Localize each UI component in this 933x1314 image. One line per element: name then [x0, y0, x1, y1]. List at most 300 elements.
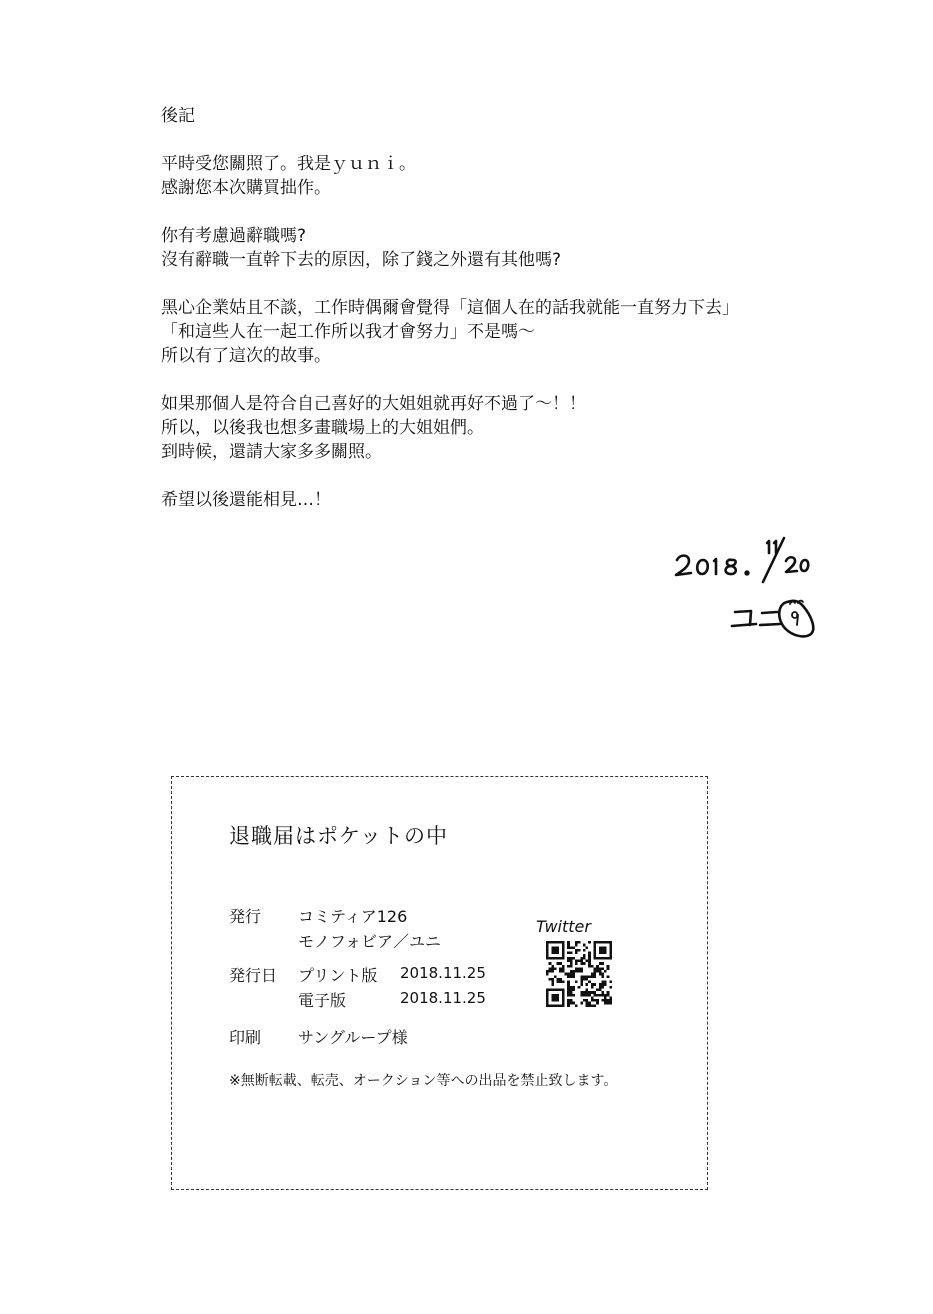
qr-module	[551, 978, 554, 981]
qr-module	[607, 957, 610, 960]
qr-module	[546, 1004, 549, 1007]
qr-module	[551, 994, 554, 997]
qr-module	[554, 941, 557, 944]
qr-module	[586, 994, 589, 997]
qr-module	[562, 1004, 565, 1007]
qr-module	[562, 994, 565, 997]
qr-module	[546, 973, 549, 976]
qr-module	[562, 941, 565, 944]
qr-module	[586, 1002, 589, 1005]
afterword-line: 「和這些人在一起工作所以我才會努力」不是嗎～	[161, 322, 535, 342]
qr-module	[570, 952, 573, 955]
qr-module	[546, 999, 549, 1002]
qr-module	[570, 965, 573, 968]
qr-module	[609, 946, 612, 949]
qr-module	[567, 991, 570, 994]
qr-module	[562, 981, 565, 984]
qr-module	[554, 946, 557, 949]
qr-module	[609, 941, 612, 944]
qr-module	[586, 978, 589, 981]
qr-module	[551, 999, 554, 1002]
qr-module	[575, 970, 578, 973]
qr-module	[594, 999, 597, 1002]
afterword-paragraph	[161, 152, 861, 200]
qr-module	[594, 970, 597, 973]
qr-module	[549, 978, 552, 981]
qr-module	[604, 957, 607, 960]
qr-module	[601, 949, 604, 952]
qr-module	[570, 970, 573, 973]
qr-module	[580, 962, 583, 965]
qr-module	[591, 975, 594, 978]
qr-module	[562, 999, 565, 1002]
afterword-line: 沒有辭職一直幹下去的原因，除了錢之外還有其他嗎?	[161, 250, 562, 270]
qr-module	[570, 973, 573, 976]
qr-module	[570, 994, 573, 997]
qr-module	[572, 957, 575, 960]
afterword-line: 平時受您關照了。我是ｙｕｎｉ。	[161, 154, 416, 174]
qr-module	[580, 975, 583, 978]
qr-module	[591, 986, 594, 989]
qr-module	[580, 991, 583, 994]
qr-module	[546, 946, 549, 949]
qr-module	[546, 952, 549, 955]
qr-module	[599, 970, 602, 973]
qr-module	[607, 965, 610, 968]
qr-module	[599, 949, 602, 952]
qr-module	[559, 970, 562, 973]
publisher-label: 発行	[229, 907, 262, 926]
qr-module	[551, 996, 554, 999]
qr-module	[546, 991, 549, 994]
qr-module	[549, 962, 552, 965]
qr-module	[557, 941, 560, 944]
qr-module	[567, 957, 570, 960]
qr-module	[604, 946, 607, 949]
qr-module	[604, 994, 607, 997]
qr-module	[575, 967, 578, 970]
qr-module	[601, 957, 604, 960]
qr-module	[567, 1004, 570, 1007]
qr-module	[575, 941, 578, 944]
qr-module	[554, 967, 557, 970]
qr-module	[609, 999, 612, 1002]
printer-name: サングループ様	[298, 1028, 408, 1047]
qr-module	[601, 941, 604, 944]
qr-module	[551, 967, 554, 970]
qr-module	[562, 970, 565, 973]
qr-module	[601, 952, 604, 955]
qr-module	[599, 952, 602, 955]
qr-module	[557, 978, 560, 981]
qr-module	[599, 973, 602, 976]
edition-digital-date: 2018.11.25	[400, 989, 486, 1007]
qr-module	[601, 986, 604, 989]
qr-module	[559, 941, 562, 944]
qr-module	[591, 999, 594, 1002]
qr-module	[588, 1004, 591, 1007]
afterword-line: 如果那個人是符合自己喜好的大姐姐就再好不過了～！！	[161, 394, 586, 414]
afterword-paragraph	[161, 296, 861, 368]
qr-module	[567, 952, 570, 955]
qr-module	[588, 991, 591, 994]
qr-module	[567, 994, 570, 997]
qr-module	[609, 952, 612, 955]
qr-module	[557, 996, 560, 999]
qr-module	[586, 975, 589, 978]
qr-module	[607, 975, 610, 978]
qr-module	[549, 967, 552, 970]
qr-module	[604, 1002, 607, 1005]
qr-module	[607, 941, 610, 944]
qr-module	[596, 967, 599, 970]
qr-module	[588, 962, 591, 965]
signature-drawing	[650, 530, 850, 650]
qr-module	[567, 1002, 570, 1005]
qr-module	[583, 944, 586, 947]
qr-module	[607, 999, 610, 1002]
qr-module	[588, 965, 591, 968]
qr-module	[559, 1004, 562, 1007]
qr-module	[549, 970, 552, 973]
qr-module	[575, 1004, 578, 1007]
qr-module	[583, 975, 586, 978]
qr-module	[570, 957, 573, 960]
qr-module	[607, 994, 610, 997]
qr-module	[609, 986, 612, 989]
qr-module	[564, 973, 567, 976]
qr-module	[599, 983, 602, 986]
afterword-line: 希望以後還能相見…！	[161, 490, 331, 510]
qr-module	[594, 994, 597, 997]
qr-module	[583, 994, 586, 997]
qr-module	[594, 957, 597, 960]
qr-module	[557, 949, 560, 952]
qr-module	[586, 991, 589, 994]
qr-module	[562, 967, 565, 970]
qr-module	[562, 991, 565, 994]
qr-module	[557, 1004, 560, 1007]
qr-module	[596, 999, 599, 1002]
qr-module	[596, 970, 599, 973]
qr-module	[572, 975, 575, 978]
qr-module	[591, 973, 594, 976]
qr-module	[549, 989, 552, 992]
qr-module	[594, 991, 597, 994]
twitter-qr-code	[546, 941, 612, 1007]
qr-module	[604, 970, 607, 973]
qr-module	[557, 957, 560, 960]
qr-module	[554, 996, 557, 999]
qr-module	[601, 983, 604, 986]
qr-module	[607, 1002, 610, 1005]
qr-module	[546, 941, 549, 944]
qr-module	[594, 973, 597, 976]
qr-module	[599, 941, 602, 944]
qr-module	[546, 949, 549, 952]
qr-module	[551, 957, 554, 960]
qr-module	[601, 999, 604, 1002]
date-label: 発行日	[229, 966, 278, 985]
qr-module	[604, 949, 607, 952]
qr-module	[562, 989, 565, 992]
qr-module	[594, 949, 597, 952]
afterword-line: 所以，以後我也想多畫職場上的大姐姐們。	[161, 418, 484, 438]
qr-module	[546, 989, 549, 992]
qr-module	[594, 983, 597, 986]
qr-module	[599, 994, 602, 997]
qr-module	[549, 941, 552, 944]
qr-module	[586, 999, 589, 1002]
qr-module	[554, 957, 557, 960]
qr-module	[567, 983, 570, 986]
qr-module	[557, 962, 560, 965]
qr-module	[594, 975, 597, 978]
qr-module	[580, 970, 583, 973]
qr-module	[554, 1004, 557, 1007]
qr-module	[601, 981, 604, 984]
qr-module	[575, 959, 578, 962]
qr-module	[594, 946, 597, 949]
qr-module	[551, 983, 554, 986]
qr-module	[588, 959, 591, 962]
qr-module	[567, 975, 570, 978]
qr-module	[570, 986, 573, 989]
qr-module	[583, 999, 586, 1002]
qr-module	[567, 946, 570, 949]
qr-module	[596, 1002, 599, 1005]
qr-module	[567, 944, 570, 947]
qr-module	[570, 962, 573, 965]
printer-label: 印刷	[229, 1028, 262, 1047]
qr-module	[609, 949, 612, 952]
qr-module	[583, 957, 586, 960]
qr-module	[575, 944, 578, 947]
publisher-event: コミティア126	[298, 907, 408, 926]
qr-module	[562, 996, 565, 999]
qr-module	[570, 975, 573, 978]
qr-module	[583, 954, 586, 957]
qr-module	[586, 989, 589, 992]
qr-module	[557, 989, 560, 992]
qr-module	[580, 1002, 583, 1005]
qr-module	[570, 946, 573, 949]
handwritten-signature	[650, 530, 850, 650]
qr-module	[554, 949, 557, 952]
qr-module	[570, 991, 573, 994]
afterword-line: 所以有了這次的故事。	[161, 346, 331, 366]
qr-module	[599, 967, 602, 970]
afterword-line: 到時候，還請大家多多關照。	[161, 442, 382, 462]
qr-module	[604, 981, 607, 984]
qr-module	[557, 952, 560, 955]
qr-module	[599, 957, 602, 960]
qr-module	[580, 983, 583, 986]
qr-module	[546, 996, 549, 999]
qr-module	[583, 962, 586, 965]
qr-module	[572, 946, 575, 949]
afterword-heading: 後記	[161, 106, 195, 126]
qr-module	[604, 999, 607, 1002]
qr-module	[575, 981, 578, 984]
qr-module	[580, 957, 583, 960]
qr-module	[546, 944, 549, 947]
qr-module	[559, 978, 562, 981]
afterword-paragraph	[161, 488, 861, 512]
qr-module	[609, 981, 612, 984]
qr-module	[570, 989, 573, 992]
qr-module	[546, 1002, 549, 1005]
qr-module	[562, 954, 565, 957]
qr-module	[596, 965, 599, 968]
qr-module	[551, 965, 554, 968]
qr-module	[559, 967, 562, 970]
qr-module	[599, 989, 602, 992]
qr-module	[572, 973, 575, 976]
qr-module	[570, 1002, 573, 1005]
qr-module	[591, 1004, 594, 1007]
qr-module	[599, 946, 602, 949]
qr-module	[554, 975, 557, 978]
edition-print-date: 2018.11.25	[400, 964, 486, 982]
qr-module	[601, 975, 604, 978]
qr-module	[609, 944, 612, 947]
qr-module	[596, 941, 599, 944]
qr-module	[575, 952, 578, 955]
qr-module	[578, 967, 581, 970]
qr-module	[554, 999, 557, 1002]
qr-module	[601, 994, 604, 997]
qr-module	[591, 965, 594, 968]
qr-module	[601, 991, 604, 994]
qr-module	[591, 991, 594, 994]
qr-module	[572, 989, 575, 992]
qr-module	[578, 941, 581, 944]
publisher-circle: モノフォビア／ユニ	[298, 932, 442, 951]
qr-module	[572, 1002, 575, 1005]
qr-module	[549, 1004, 552, 1007]
qr-module	[580, 994, 583, 997]
qr-module	[546, 957, 549, 960]
qr-module	[557, 981, 560, 984]
qr-module	[588, 941, 591, 944]
qr-module	[572, 970, 575, 973]
qr-module	[609, 954, 612, 957]
qr-module	[583, 991, 586, 994]
qr-module	[567, 941, 570, 944]
qr-module	[594, 1004, 597, 1007]
afterword-paragraph	[161, 224, 861, 272]
qr-module	[554, 994, 557, 997]
qr-module	[604, 996, 607, 999]
qr-module	[562, 1002, 565, 1005]
qr-module	[559, 957, 562, 960]
qr-module	[567, 973, 570, 976]
qr-module	[580, 967, 583, 970]
qr-module	[562, 949, 565, 952]
qr-module	[549, 957, 552, 960]
qr-module	[607, 967, 610, 970]
afterword-text	[161, 104, 861, 536]
qr-module	[601, 962, 604, 965]
copyright-notice: ※無断転載、転売、オークション等への出品を禁止致します。	[229, 1073, 618, 1089]
qr-module	[562, 946, 565, 949]
qr-module	[594, 967, 597, 970]
edition-print-name: プリント版	[298, 966, 378, 985]
qr-module	[594, 941, 597, 944]
qr-module	[559, 989, 562, 992]
qr-module	[588, 994, 591, 997]
qr-module	[546, 954, 549, 957]
qr-module	[609, 1002, 612, 1005]
qr-module	[596, 994, 599, 997]
qr-module	[601, 973, 604, 976]
qr-module	[559, 981, 562, 984]
qr-module	[557, 994, 560, 997]
qr-module	[588, 981, 591, 984]
qr-module	[567, 986, 570, 989]
qr-module	[578, 986, 581, 989]
qr-module	[567, 989, 570, 992]
qr-module	[596, 989, 599, 992]
qr-module	[604, 952, 607, 955]
qr-module	[578, 949, 581, 952]
qr-module	[583, 978, 586, 981]
qr-module	[551, 1004, 554, 1007]
qr-module	[580, 978, 583, 981]
qr-module	[562, 965, 565, 968]
book-title: 退職届はポケットの中	[229, 824, 448, 848]
qr-module	[551, 989, 554, 992]
qr-module	[588, 952, 591, 955]
qr-module	[583, 949, 586, 952]
edition-digital-name: 電子版	[298, 991, 347, 1010]
qr-module	[609, 996, 612, 999]
qr-module	[554, 989, 557, 992]
qr-module	[599, 962, 602, 965]
afterword-line: 感謝您本次購買拙作。	[161, 178, 331, 198]
qr-module	[591, 983, 594, 986]
qr-module	[557, 946, 560, 949]
twitter-label: Twitter	[536, 917, 591, 936]
colophon-box	[171, 776, 708, 1190]
afterword-paragraph	[161, 392, 861, 464]
qr-module	[586, 946, 589, 949]
qr-module	[578, 959, 581, 962]
qr-module	[588, 975, 591, 978]
qr-module	[609, 957, 612, 960]
qr-module	[578, 970, 581, 973]
qr-module	[588, 957, 591, 960]
qr-module	[588, 954, 591, 957]
qr-module	[594, 952, 597, 955]
afterword-line: 你有考慮過辭職嗎?	[161, 226, 307, 246]
qr-module	[586, 1004, 589, 1007]
qr-module	[567, 959, 570, 962]
qr-module	[586, 959, 589, 962]
qr-module	[562, 957, 565, 960]
qr-module	[601, 967, 604, 970]
qr-module	[575, 962, 578, 965]
qr-module	[572, 986, 575, 989]
qr-module	[546, 994, 549, 997]
qr-module	[580, 981, 583, 984]
afterword-line: 黑心企業姑且不談，工作時偶爾會覺得「這個人在的話我就能一直努力下去」	[161, 298, 739, 318]
qr-module	[551, 949, 554, 952]
qr-module	[594, 944, 597, 947]
qr-module	[567, 981, 570, 984]
qr-module	[570, 959, 573, 962]
